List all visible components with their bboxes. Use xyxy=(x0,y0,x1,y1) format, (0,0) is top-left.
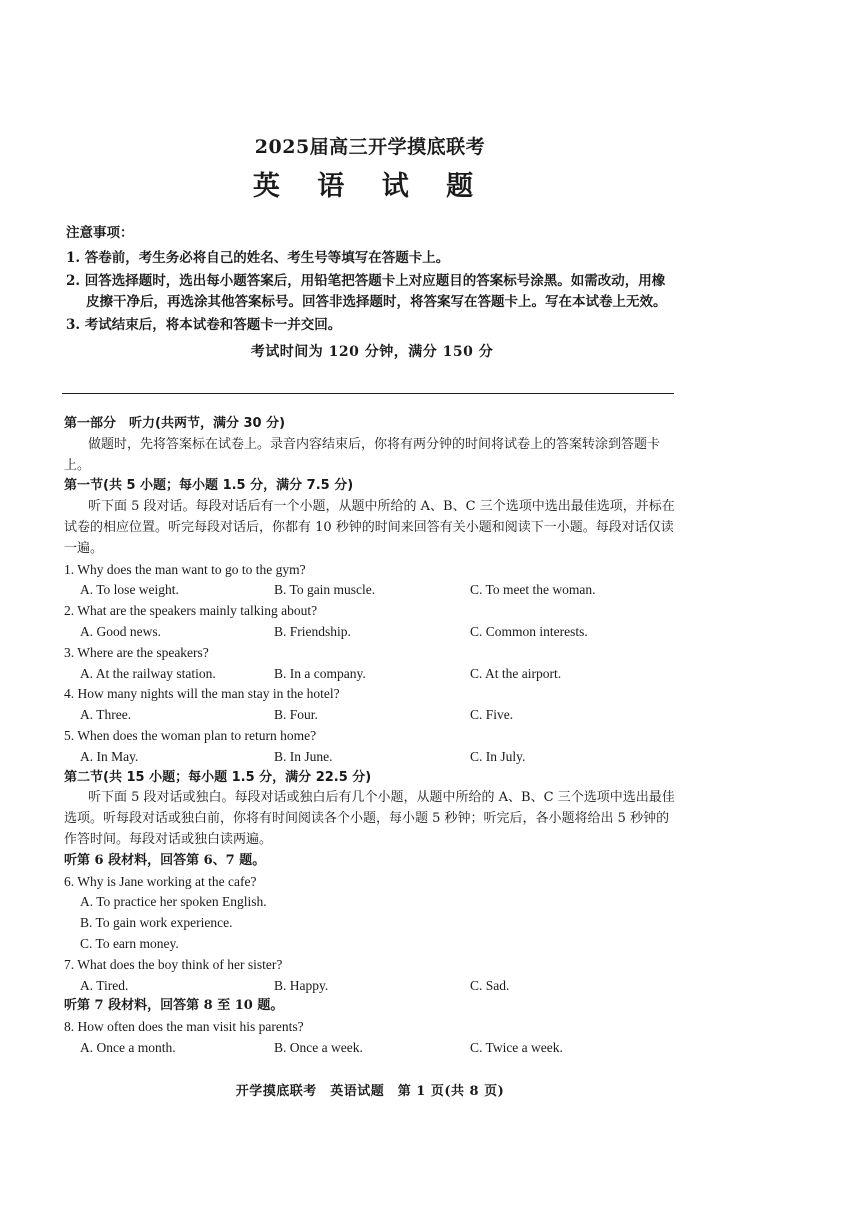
note-item-2: 2. 回答选择题时，选出每小题答案后，用铅笔把答题卡上对应题目的答案标号涂黑。如需改动，用橡皮擦干净后，再选涂其他答案标号。回答非选择题时，将答案写在答题卡上。写在本试卷上无效。 xyxy=(66,273,667,310)
subject-title: 英 语 试 题 xyxy=(252,171,488,202)
question-4 xyxy=(64,684,676,726)
question-stem: 1. Why does the man want to go to the gym? xyxy=(64,561,306,577)
option-b: B. To gain work experience. xyxy=(80,915,233,931)
option-b: B. Four. xyxy=(274,707,318,723)
option-c: C. Five. xyxy=(470,707,514,723)
option-c: C. In July. xyxy=(470,748,526,764)
option-c: C. At the airport. xyxy=(470,665,562,681)
question-stem: 4. How many nights will the man stay in the hotel? xyxy=(64,686,340,702)
section2-title: 第二节(共 15 小题；每小题 1.5 分，满分 22.5 分) xyxy=(64,769,372,785)
option-a: A. Once a month. xyxy=(80,1039,176,1055)
option-b: B. Happy. xyxy=(274,977,329,993)
option-a: A. At the railway station. xyxy=(80,665,216,681)
question-stem: 7. What does the boy think of her sister? xyxy=(64,956,283,972)
option-b: B. In June. xyxy=(274,748,333,764)
question-1 xyxy=(64,560,676,602)
option-a: A. Tired. xyxy=(80,977,129,993)
option-c: C. To meet the woman. xyxy=(470,582,596,598)
question-stem: 8. How often does the man visit his parents? xyxy=(64,1019,304,1035)
note-item-3: 3. 考试结束后，将本试卷和答题卡一并交回。 xyxy=(66,317,342,333)
option-b: B. In a company. xyxy=(274,665,366,681)
question-stem: 5. When does the woman plan to return home? xyxy=(64,727,317,743)
option-c: C. To earn money. xyxy=(80,935,179,951)
option-a: A. To practice her spoken English. xyxy=(80,894,267,910)
section2-intro: 听下面 5 段对话或独白。每段对话或独白后有几个小题，从题中所给的 A、B、C 三个选项中选出最佳选项。听每段对话或独白前，你将有时间阅读各个小题，每小题 5 秒钟；听完后，各小题将给出 5 秒钟的作答时间。每段对话或独白读两遍。 xyxy=(64,790,675,847)
page-footer: 开学摸底联考 英语试题 第 1 页(共 8 页) xyxy=(235,1084,505,1099)
option-c: C. Common interests. xyxy=(470,623,588,639)
question-8 xyxy=(64,1017,676,1059)
exam-name: 2025届高三开学摸底联考 xyxy=(254,136,486,158)
exam-time: 考试时间为 120 分钟，满分 150 分 xyxy=(250,344,494,360)
option-b: B. Once a week. xyxy=(274,1039,363,1055)
notes-heading: 注意事项： xyxy=(66,225,134,241)
part1-title: 第一部分 听力(共两节，满分 30 分) xyxy=(64,416,286,431)
material-6-label: 听第 6 段材料，回答第 6、7 题。 xyxy=(64,852,266,868)
section1-title: 第一节(共 5 小题；每小题 1.5 分，满分 7.5 分) xyxy=(64,478,354,494)
part1-intro: 做题时，先将答案标在试卷上。录音内容结束后，你将有两分钟的时间将试卷上的答案转涂到答题卡上。 xyxy=(64,436,661,473)
question-stem: 3. Where are the speakers? xyxy=(64,644,209,660)
notes-block xyxy=(66,223,678,363)
divider-line xyxy=(62,393,674,394)
option-c: C. Twice a week. xyxy=(470,1039,563,1055)
question-7 xyxy=(64,955,676,997)
question-6 xyxy=(64,872,676,955)
note-item-1: 1. 答卷前，考生务必将自己的姓名、考生号等填写在答题卡上。 xyxy=(66,250,450,266)
question-2 xyxy=(64,601,676,643)
material-7-label: 听第 7 段材料，回答第 8 至 10 题。 xyxy=(64,998,284,1014)
option-a: A. In May. xyxy=(80,748,139,764)
option-a: A. To lose weight. xyxy=(80,582,179,598)
question-stem: 2. What are the speakers mainly talking about? xyxy=(64,603,318,619)
option-b: B. To gain muscle. xyxy=(274,582,376,598)
question-5 xyxy=(64,726,676,768)
question-stem: 6. Why is Jane working at the cafe? xyxy=(64,873,257,889)
option-a: A. Good news. xyxy=(80,623,161,639)
option-b: B. Friendship. xyxy=(274,623,351,639)
question-3 xyxy=(64,643,676,685)
option-c: C. Sad. xyxy=(470,977,510,993)
option-a: A. Three. xyxy=(80,707,132,723)
main-content xyxy=(64,414,676,1059)
section1-intro: 听下面 5 段对话。每段对话后有一个小题，从题中所给的 A、B、C 三个选项中选出最佳选项，并标在试卷的相应位置。听完每段对话后，你都有 10 秒钟的时间来回答有关小题和阅读下一小题。每段对话仅读一遍。 xyxy=(64,499,675,556)
